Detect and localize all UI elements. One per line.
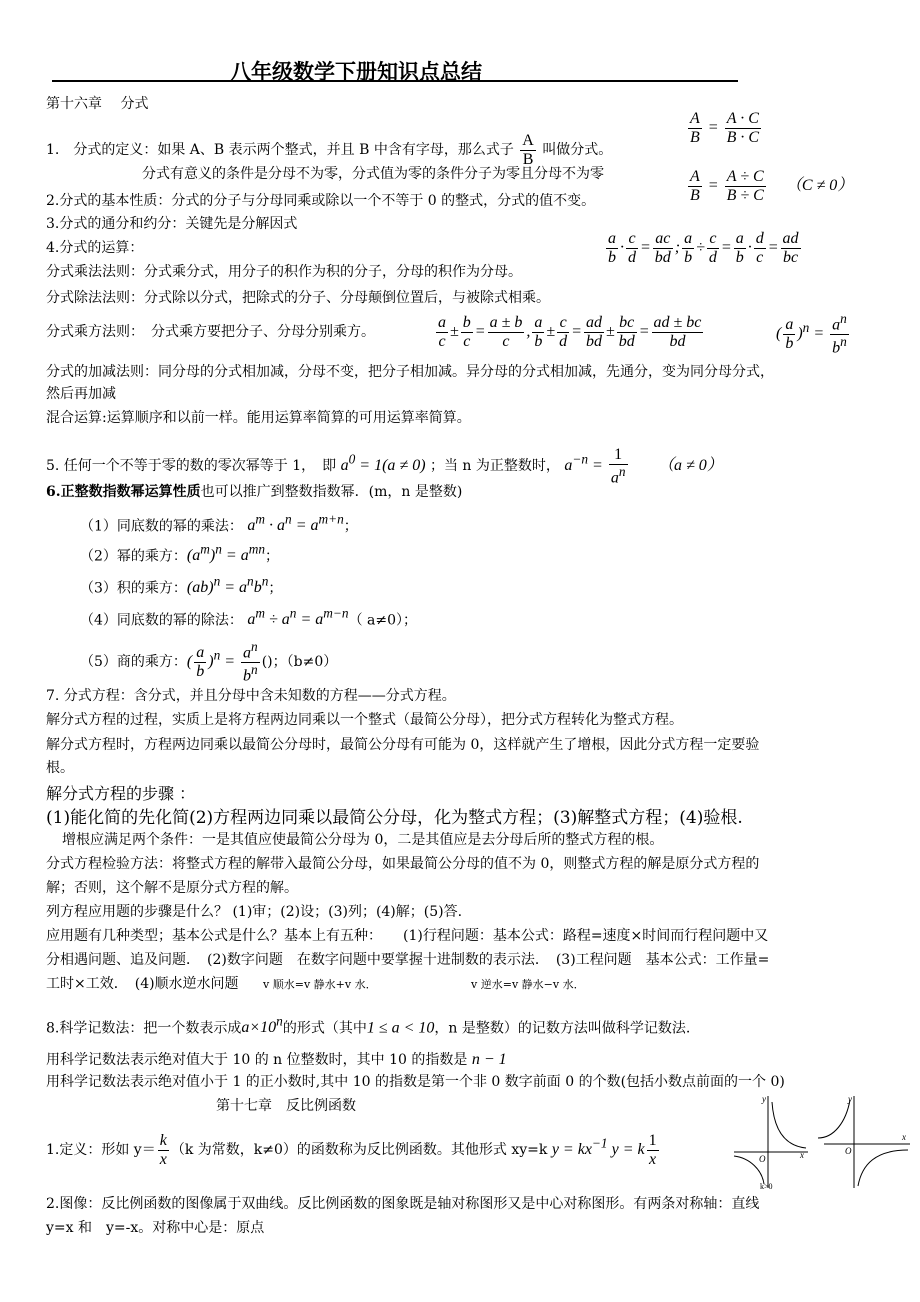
fraction-meaningful-condition: 分式有意义的条件是分母不为零，分式值为零的条件分子为零且分母不为零	[142, 166, 604, 182]
graph-1-y-label: y	[762, 1094, 766, 1104]
power-of-power: （2）幂的乘方：$(a^m)^n = a^{mn}$；	[80, 542, 279, 565]
graph-2-x-label: x	[902, 1132, 906, 1142]
multiplication-rule: 分式乘法法则：分式乘分式，用分子的积作为积的分子，分母的积作为分母。	[46, 264, 522, 280]
extraneous-root-conditions: 增根应满足两个条件：一是其值应使最简公分母为 0，二是其值应是去分母后所的整式方程的根。	[62, 832, 664, 848]
multiply-divide-formula: $\frac{a}{b}$ · $\frac{c}{d}$ = $\frac{ac}{bd}$ ; $\frac{a}{b}$ ÷ $\frac{c}{d}$ = $\frac{a}{b}$ · $\frac{d}{c}$ = $\frac{ad}{bc}$	[608, 230, 799, 266]
hyperbola-graphs	[728, 1092, 912, 1190]
quotient-power-formula: ( $\frac{a}{b}$ )$^n$ = $\frac{a^n}{b^n}$	[776, 311, 847, 357]
solving-steps: (1)能化简的先化简(2)方程两边同乘以最简公分母，化为整式方程；(3)解整式方程；(4)验根.	[46, 808, 743, 828]
extraneous-root-note: 解分式方程时，方程两边同乘以最简公分母时，最简公分母有可能为 0，这样就产生了增根，因此分式方程一定要验	[46, 737, 760, 753]
add-subtract-rule: 分式的加减法则：同分母的分式相加减，分母不变，把分子相加减。异分母的分式相加减，先通分，变为同分母分式，	[46, 364, 774, 380]
add-subtract-rule-cont: 然后再加减	[46, 386, 116, 402]
common-denominator-reduction: 3.分式的通分和约分：关键先是分解因式	[46, 216, 298, 232]
graph-k-positive	[734, 1094, 808, 1190]
symmetry-description: y=x 和 y=-x。对称中心是：原点	[46, 1220, 265, 1236]
solving-process: 解分式方程的过程，实质上是将方程两边同乘以一个整式（最简公分母），把分式方程转化为整式方程。	[46, 712, 683, 728]
extraneous-root-note-cont: 根。	[46, 760, 74, 776]
graph-k-negative	[818, 1094, 910, 1188]
chapter-16-heading: 第十六章 分式	[46, 96, 149, 112]
power-of-quotient: （5）商的乘方：( $\frac{a}{b}$ )$^n$ = $\frac{a^n}{b^n}$ ()；（b≠0）	[80, 639, 338, 685]
fraction-definition	[46, 132, 612, 168]
add-subtract-formula: $\frac{a}{c}$ ± $\frac{b}{c}$ = $\frac{a \pm b}{c}$ , $\frac{a}{b}$ ± $\frac{c}{d}$ = $\frac{ad}{bd}$ ± $\frac{bc}{bd}$ = $\frac{ad \pm bc}{bd}$	[438, 314, 702, 350]
scientific-notation: 8.科学记数法：把一个数表示成$a\times 10^n$的形式（其中1 ≤ a < 10，n 是整数）的记数方法叫做科学记数法.	[46, 1014, 691, 1037]
page-title: 八年级数学下册知识点总结	[230, 60, 482, 84]
graph-1-origin: O	[759, 1154, 766, 1164]
product-of-powers: （1）同底数的幂的乘法： $a^m \cdot a^n = a^{m+n}$；	[80, 512, 358, 535]
large-number-exponent: 用科学记数法表示绝对值大于 10 的 n 位整数时，其中 10 的指数是 n − 1	[46, 1051, 507, 1068]
title-underline	[52, 80, 738, 82]
word-problem-types-2: 分相遇问题、追及问题． (2)数字问题 在数字问题中要掌握十进制数的表示法． (3)工程问题 基本公式：工作量=	[46, 952, 770, 968]
fraction-definition-text: 1. 分式的定义：如果 A、B 表示两个整式，并且 B 中含有字母，那么式子	[46, 142, 514, 159]
chapter-17-heading: 第十七章 反比例函数	[216, 1098, 356, 1114]
hyperbola-graph-description: 2.图像：反比例函数的图像属于双曲线。反比例函数的图象既是轴对称图形又是中心对称图形。有两条对称轴：直线	[46, 1196, 760, 1212]
basic-property-divide-formula: $\frac{A}{B}$ = $\frac{A \div C}{B \div C}$ （C ≠ 0）	[690, 168, 854, 204]
fractional-equation-definition: 7. 分式方程：含分式，并且分母中含未知数的方程——分式方程。	[46, 688, 456, 704]
graph-1-x-label: x	[800, 1150, 804, 1160]
verification-method: 分式方程检验方法：将整式方程的解带入最简公分母，如果最简公分母的值不为 0，则整式方程的解是原分式方程的	[46, 856, 760, 872]
solving-steps-heading: 解分式方程的步骤 ：	[46, 784, 196, 803]
graph-1-k-label: k>0	[760, 1182, 773, 1190]
small-number-exponent: 用科学记数法表示绝对值小于 1 的正小数时,其中 10 的指数是第一个非 0 数字前面 0 的个数(包括小数点前面的一个 0)	[46, 1074, 785, 1090]
word-problem-types-3: 工时×工效． (4)顺水逆水问题 v 顺水=v 静水+v 水． v 逆水=v 静水−v 水．	[46, 976, 585, 992]
inverse-function-definition: 1.定义：形如 y＝ $\frac{k}{x}$ （k 为常数，k≠0）的函数称为反比例函数。其他形式 xy=k $y = kx^{-1}$ y = k $\frac{1}{x}$	[46, 1132, 657, 1168]
basic-property: 2.分式的基本性质：分式的分子与分母同乘或除以一个不等于 0 的整式，分式的值不变。	[46, 193, 596, 209]
division-rule: 分式除法法则：分式除以分式，把除式的分子、分母颠倒位置后，与被除式相乘。	[46, 290, 550, 306]
power-rule: 分式乘方法则： 分式乘方要把分子、分母分别乘方。	[46, 324, 375, 340]
mixed-operations: 混合运算:运算顺序和以前一样。能用运算率简算的可用运算率简算。	[46, 410, 471, 426]
verification-method-cont: 解；否则，这个解不是原分式方程的解。	[46, 880, 298, 896]
graph-2-y-label: y	[848, 1094, 852, 1104]
fraction-definition-tail: 叫做分式。	[542, 142, 613, 159]
word-problem-steps: 列方程应用题的步骤是什么？ (1)审；(2)设；(3)列；(4)解；(5)答.	[46, 904, 463, 920]
quotient-of-powers: （4）同底数的幂的除法： $a^m \div a^n = a^{m-n}$（ a≠0）；	[80, 606, 417, 629]
fraction-operations: 4.分式的运算：	[46, 240, 144, 256]
power-of-product: （3）积的乘方：$(ab)^n = a^nb^n$；	[80, 574, 283, 597]
integer-exponent-heading: 6.正整数指数幂运算性质也可以推广到整数指数幂．(m，n 是整数)	[46, 484, 463, 500]
fraction-a-over-b: $\frac{A}{B}$	[522, 132, 534, 168]
zero-power-rule: 5. 任何一个不等于零的数的零次幂等于 1， 即 $a^0 = 1(a \ne 0)$ ；当 n 为正整数时， $a^{-n}$ = $\frac{1}{a^n}$ （a ≠ 0）	[46, 446, 723, 486]
graph-2-origin: O	[845, 1146, 852, 1156]
word-problem-types: 应用题有几种类型；基本公式是什么？基本上有五种： (1)行程问题：基本公式：路程=速度×时间而行程问题中又	[46, 928, 769, 944]
basic-property-multiply-formula: $\frac{A}{B}$ = $\frac{A \cdot C}{B \cdot C}$	[690, 110, 760, 146]
